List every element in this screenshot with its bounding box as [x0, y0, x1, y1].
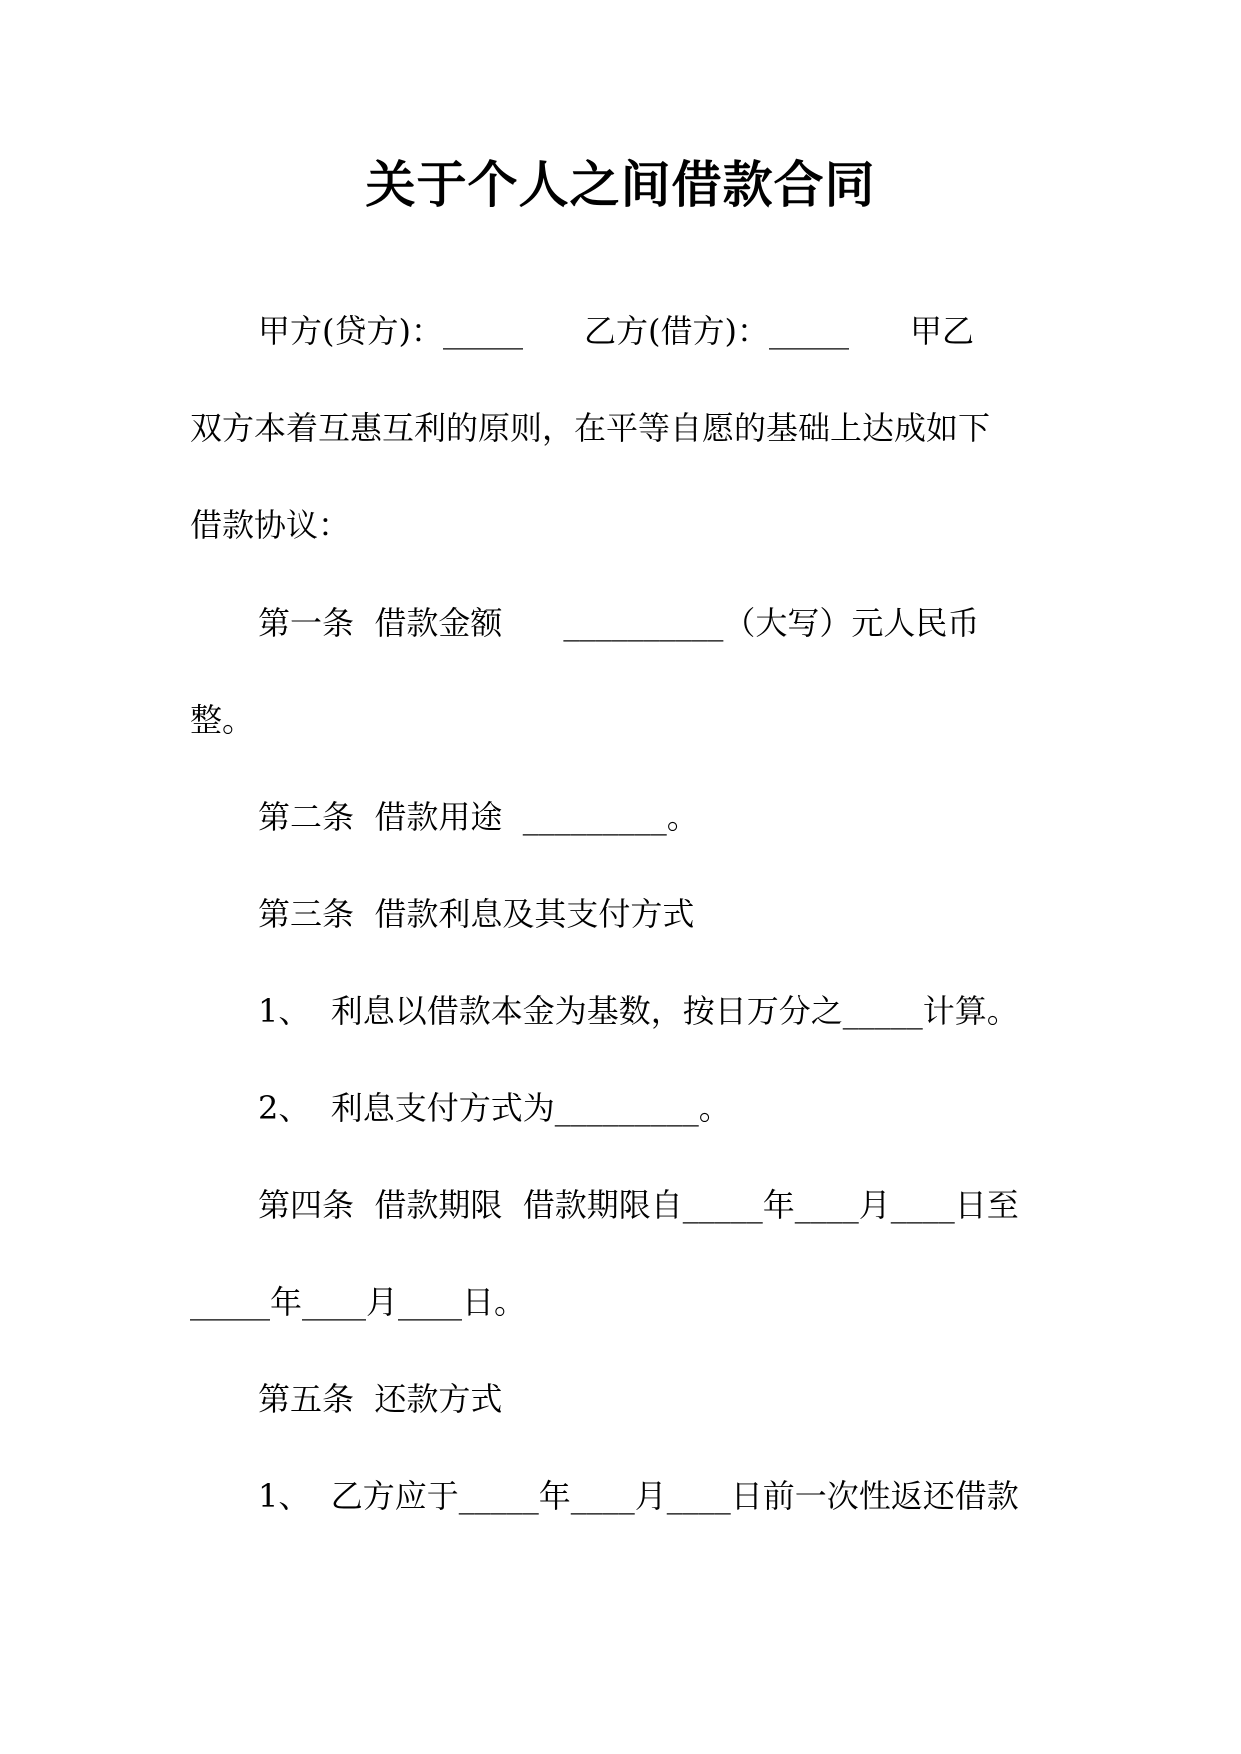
article-5-item-1: 1、 乙方应于_____年____月____日前一次性返还借款 — [258, 1477, 1019, 1515]
article-3-heading: 第三条 借款利息及其支付方式 — [258, 895, 695, 933]
article-1-amount: 第一条 借款金额 __________（大写）元人民币 — [258, 604, 980, 642]
parties-line: 甲方(贷方)：_____ 乙方(借方)：_____ 甲乙 — [258, 312, 975, 350]
article-4-term-end: _____年____月____日。 — [190, 1283, 527, 1321]
article-2-purpose: 第二条 借款用途 _________。 — [258, 798, 699, 836]
preamble-line: 双方本着互惠互利的原则，在平等自愿的基础上达成如下 — [190, 409, 991, 447]
article-3-item-2: 2、 利息支付方式为_________。 — [258, 1089, 731, 1127]
article-1-amount-end: 整。 — [190, 701, 255, 739]
document-title: 关于个人之间借款合同 — [365, 155, 876, 214]
article-5-heading: 第五条 还款方式 — [258, 1380, 503, 1418]
article-3-item-1: 1、 利息以借款本金为基数，按日万分之_____计算。 — [258, 992, 1019, 1030]
preamble-end-line: 借款协议： — [190, 506, 351, 544]
article-4-term: 第四条 借款期限 借款期限自_____年____月____日至 — [258, 1186, 1019, 1224]
